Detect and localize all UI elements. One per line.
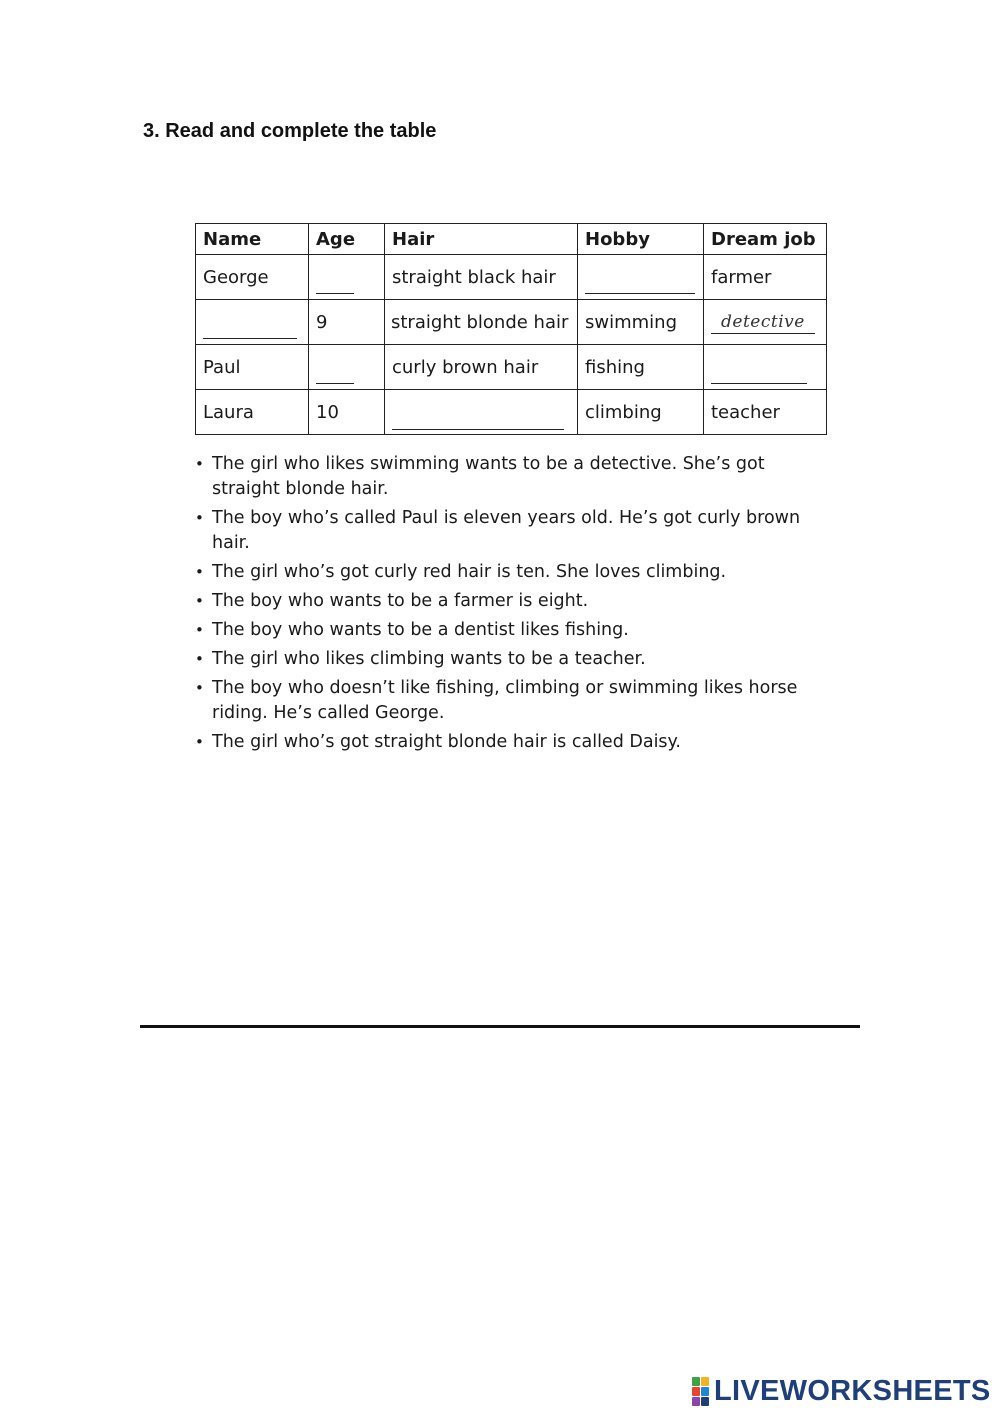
- logo-square: [701, 1397, 709, 1406]
- clue-list: [193, 452, 833, 759]
- logo-square: [692, 1387, 700, 1396]
- cell-dream-job: [704, 300, 827, 345]
- header-hobby: Hobby: [578, 224, 704, 255]
- cell-dream-job: farmer: [704, 255, 827, 300]
- cell-hobby: [578, 255, 704, 300]
- header-dream-job: Dream job: [704, 224, 827, 255]
- info-table: [195, 223, 827, 435]
- list-item: • The boy who’s called Paul is eleven years old. He’s got curly brown hair.: [193, 506, 833, 556]
- list-item: • The girl who’s got curly red hair is ten. She loves climbing.: [193, 560, 833, 585]
- list-item: • The boy who doesn’t like fishing, climbing or swimming likes horse riding. He’s called George.: [193, 676, 833, 726]
- cell-name: [196, 300, 309, 345]
- header-age: Age: [309, 224, 385, 255]
- logo-square: [701, 1377, 709, 1386]
- list-item: • The girl who likes climbing wants to be a teacher.: [193, 647, 833, 672]
- logo-square: [692, 1377, 700, 1386]
- list-item: • The girl who likes swimming wants to be a detective. She’s got straight blonde hair.: [193, 452, 833, 502]
- table-row: [196, 255, 827, 300]
- age-blank-input[interactable]: [316, 363, 354, 384]
- logo-text: LIVEWORKSHEETS: [714, 1375, 991, 1407]
- cell-age: 10: [309, 390, 385, 435]
- cell-hobby: climbing: [578, 390, 704, 435]
- hair-blank-input[interactable]: [392, 409, 564, 430]
- cell-age: [309, 345, 385, 390]
- logo-mark-icon: [692, 1377, 709, 1406]
- cell-age: [309, 255, 385, 300]
- cell-name: Laura: [196, 390, 309, 435]
- dream-job-blank-input[interactable]: [711, 363, 807, 384]
- table-row: [196, 300, 827, 345]
- table-row: [196, 390, 827, 435]
- list-item: • The boy who wants to be a dentist likes fishing.: [193, 618, 833, 643]
- cell-dream-job: [704, 345, 827, 390]
- table-row: [196, 345, 827, 390]
- cell-hair: [385, 390, 578, 435]
- liveworksheets-logo: [692, 1375, 991, 1408]
- cell-age: 9: [309, 300, 385, 345]
- cell-name: Paul: [196, 345, 309, 390]
- cell-hair: curly brown hair: [385, 345, 578, 390]
- cell-hobby: fishing: [578, 345, 704, 390]
- cell-hair: straight black hair: [385, 255, 578, 300]
- header-name: Name: [196, 224, 309, 255]
- cell-name: George: [196, 255, 309, 300]
- cell-dream-job: teacher: [704, 390, 827, 435]
- divider: [140, 1025, 860, 1028]
- table-header-row: [196, 224, 827, 255]
- exercise-heading: 3. Read and complete the table: [143, 120, 437, 142]
- handwritten-answer: detective: [711, 312, 815, 334]
- hobby-blank-input[interactable]: [585, 273, 695, 294]
- cell-hobby: swimming: [578, 300, 704, 345]
- logo-square: [701, 1387, 709, 1396]
- cell-hair: straight blonde hair: [385, 300, 578, 345]
- header-hair: Hair: [385, 224, 578, 255]
- age-blank-input[interactable]: [316, 273, 354, 294]
- name-blank-input[interactable]: [203, 318, 297, 339]
- list-item: • The boy who wants to be a farmer is eight.: [193, 589, 833, 614]
- list-item: • The girl who’s got straight blonde hair is called Daisy.: [193, 730, 833, 755]
- logo-square: [692, 1397, 700, 1406]
